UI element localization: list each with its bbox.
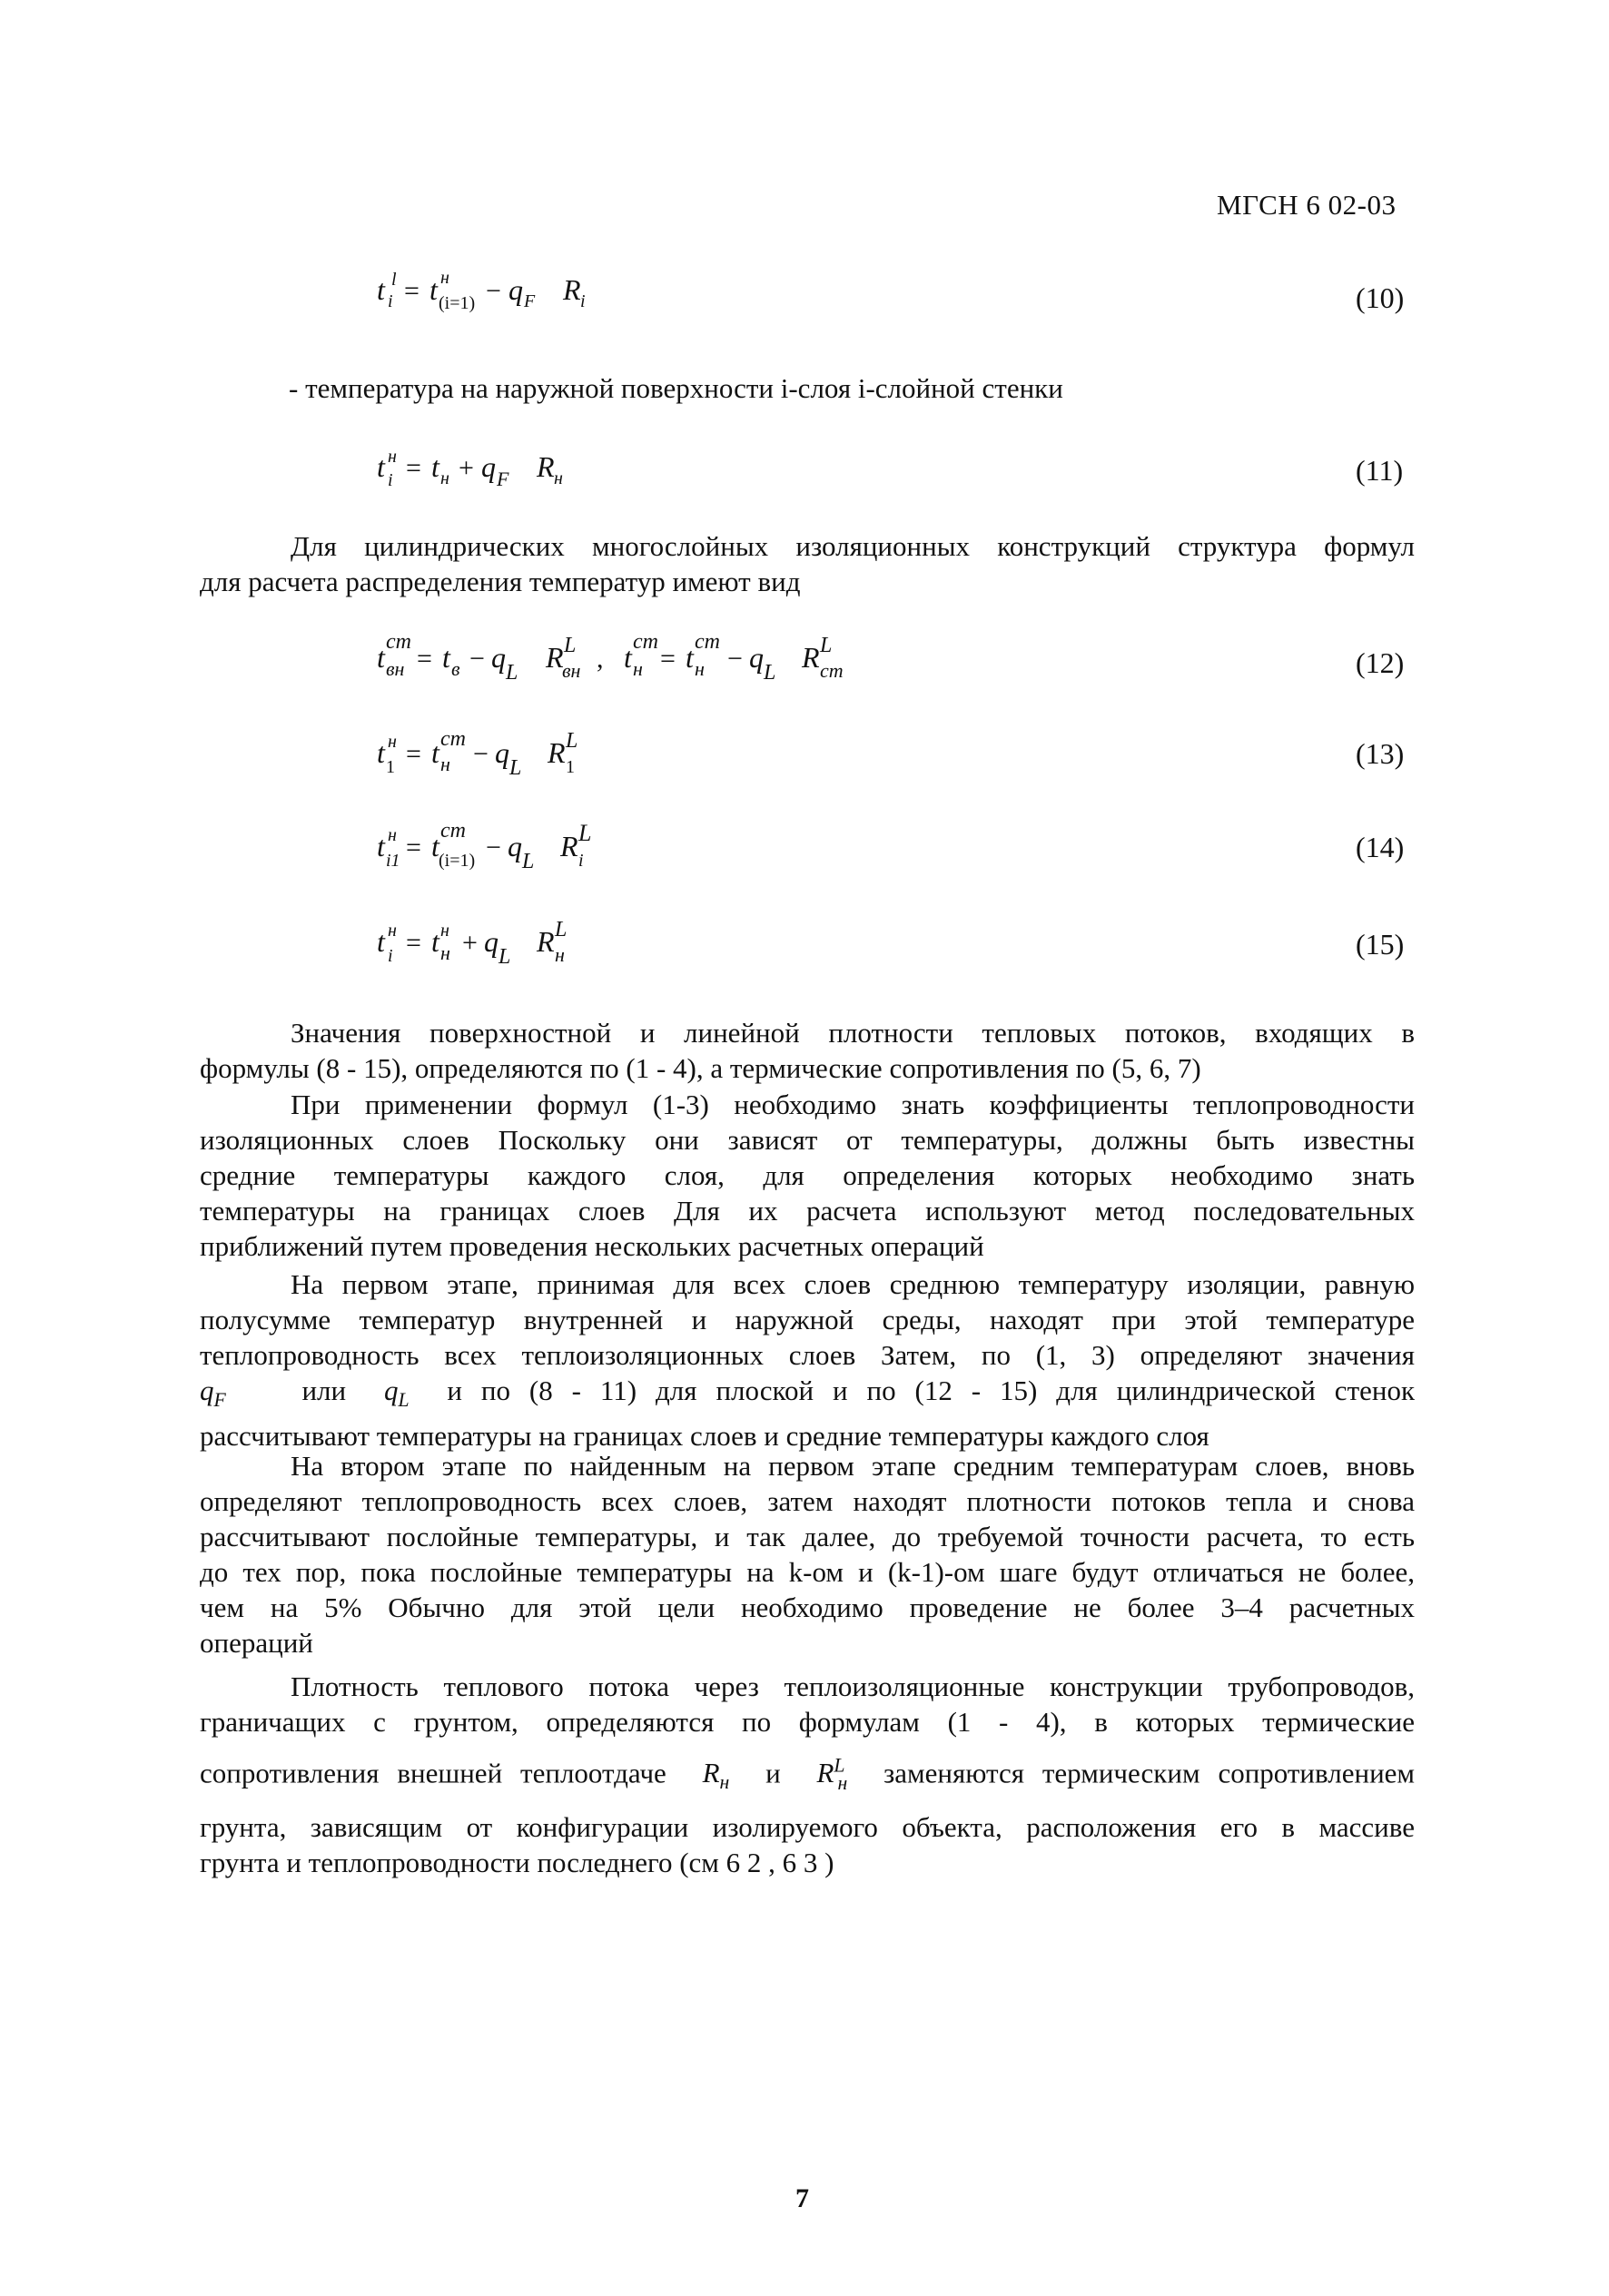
formula-15 <box>368 911 1276 983</box>
svg-text:R: R <box>560 830 578 862</box>
svg-text:−: − <box>469 644 485 674</box>
symbol-q-l: $q_L$ <box>383 1375 410 1412</box>
svg-text:ст: ст <box>440 819 466 843</box>
svg-text:t: t <box>431 925 439 958</box>
svg-text:−: − <box>486 833 501 862</box>
svg-text:L: L <box>820 634 833 657</box>
svg-text:н: н <box>633 657 643 680</box>
svg-text:t: t <box>431 450 439 483</box>
svg-text:ст: ст <box>820 659 844 682</box>
svg-text:н: н <box>555 943 565 966</box>
svg-text:t: t <box>429 273 438 306</box>
svg-text:н: н <box>440 941 450 964</box>
svg-text:−: − <box>486 276 501 306</box>
svg-text:i1: i1 <box>386 851 400 871</box>
equation-number-11: (11) <box>1356 454 1404 487</box>
cylindrical-intro-paragraph: Для цилиндрических многослойных изоляционных конструкций структура формул для расчета распределения температур имеют вид <box>200 530 1415 597</box>
svg-text:−: − <box>727 644 743 674</box>
svg-text:вн: вн <box>562 659 581 682</box>
formula-15-expression <box>368 911 731 983</box>
svg-text:t: t <box>377 641 385 674</box>
formula-10-expression <box>368 263 731 336</box>
svg-text:н: н <box>388 825 397 845</box>
svg-text:вн: вн <box>386 657 405 680</box>
svg-text:t: t <box>377 925 385 958</box>
svg-text:н: н <box>695 657 705 680</box>
svg-text:q: q <box>508 830 522 862</box>
svg-text:н: н <box>440 753 450 775</box>
svg-text:q: q <box>749 641 764 674</box>
equation-number-13: (13) <box>1356 737 1405 770</box>
formula-14 <box>368 815 1276 888</box>
svg-text:ст: ст <box>633 630 658 654</box>
svg-text:i: i <box>388 946 393 966</box>
svg-text:t: t <box>377 736 385 769</box>
ground-resistance-line: сопротивления внешней теплоотдаче $R_н$ и $R^L_н$ заменяются термическим сопротивлением <box>200 1755 1416 1794</box>
svg-text:l: l <box>391 270 397 290</box>
document-code: МГСН 6 02-03 <box>1217 189 1397 221</box>
svg-text:t: t <box>431 830 439 862</box>
svg-text:н: н <box>440 268 449 288</box>
svg-text:R: R <box>537 450 555 483</box>
svg-text:q: q <box>484 925 498 958</box>
page-number: 7 <box>795 2183 809 2213</box>
svg-text:ст: ст <box>695 630 720 654</box>
first-stage-math-line: $q_F$ или $q_L$ и по (8 - 11) для плоской и по (12 - 15) для цилиндрической стенок <box>200 1375 1416 1412</box>
symbol-r-h: $R_н$ <box>702 1757 730 1794</box>
svg-text:L: L <box>764 661 776 685</box>
symbol-q-f: $q_F$ <box>200 1375 226 1412</box>
svg-text:=: = <box>406 833 421 862</box>
svg-text:L: L <box>555 918 568 941</box>
svg-text:t: t <box>686 641 694 674</box>
svg-text:=: = <box>406 928 421 958</box>
svg-text:ст: ст <box>440 727 466 751</box>
symbol-r-h-l: $R^L_н$ <box>816 1755 848 1794</box>
formula-10-description: - температура на наружной поверхности i-слоя i-слойной стенки <box>289 372 1063 404</box>
svg-text:L: L <box>566 729 578 753</box>
svg-text:н: н <box>388 732 397 752</box>
svg-text:=: = <box>406 739 421 769</box>
svg-text:t: t <box>442 641 450 674</box>
svg-text:i: i <box>388 291 393 311</box>
svg-text:н: н <box>440 468 449 488</box>
svg-text:−: − <box>473 739 489 769</box>
svg-text:t: t <box>377 450 385 483</box>
svg-text:i: i <box>388 470 393 490</box>
svg-text:R: R <box>537 925 555 958</box>
svg-text:=: = <box>660 644 676 674</box>
svg-text:t: t <box>377 273 385 306</box>
formula-11 <box>368 440 1276 513</box>
svg-text:1: 1 <box>566 757 575 777</box>
svg-text:н: н <box>388 447 397 467</box>
svg-text:в: в <box>451 657 460 680</box>
formula-10 <box>368 263 1276 336</box>
svg-text:=: = <box>404 276 420 306</box>
svg-text:L: L <box>498 945 511 969</box>
svg-text:i: i <box>580 291 586 311</box>
svg-text:(i=1): (i=1) <box>439 293 476 313</box>
formula-13 <box>368 722 1276 794</box>
formula-13-expression <box>368 722 731 794</box>
equation-number-14: (14) <box>1356 831 1405 863</box>
equation-number-12: (12) <box>1356 646 1405 679</box>
svg-text:н: н <box>440 921 449 941</box>
equation-number-10: (10) <box>1356 281 1405 314</box>
svg-text:i: i <box>578 851 584 871</box>
formula-11-expression <box>368 440 731 513</box>
svg-text:н: н <box>554 468 563 488</box>
svg-text:L: L <box>564 634 577 657</box>
svg-text:t: t <box>624 641 632 674</box>
svg-text:ст: ст <box>386 630 411 654</box>
paragraph-ground-pipes: Плотность теплового потока через теплоизоляционные конструкции трубопроводов, граничащих с грунтом, определяются по формулам (1 - 4), в которых термические сопротивления внешней теплоотдаче $R_н$ и $R^L_н$ заменяются термическим сопротивлением грунта, зависящим от конфигурации изолируемого объекта, расположения его в массиве грунта и теплопроводности последнего (см 6 2 , 6 3 ) <box>200 1670 1416 1878</box>
paragraph-second-stage: На втором этапе по найденным на первом этапе средним температурам слоев, вновь определяют теплопроводность всех слоев, затем находят плотности потоков тепла и снова рассчитывают послойные температуры, и так далее, до требуемой точности расчета, то есть до тех пор, пока послойные температуры на k-ом и (k-1)-ом шаге будут отличаться не более, чем на 5% Обычно для этой цели необходимо проведение не более 3–4 расчетных операций <box>200 1450 1415 1659</box>
svg-text:q: q <box>495 736 509 769</box>
svg-text:н: н <box>388 921 397 941</box>
svg-text:L: L <box>506 661 518 685</box>
svg-text:+: + <box>459 453 474 483</box>
svg-text:(i=1): (i=1) <box>439 851 476 871</box>
svg-text:F: F <box>497 468 509 490</box>
svg-text:q: q <box>491 641 506 674</box>
svg-text:L: L <box>509 756 522 780</box>
svg-text:R: R <box>548 736 566 769</box>
svg-text:q: q <box>508 273 523 306</box>
equation-number-15: (15) <box>1356 928 1405 961</box>
paragraph-flux-values: Значения поверхностной и линейной плотности тепловых потоков, входящих в формулы (8 - 15), определяются по (1 - 4), а термические сопротивления по (5, 6, 7) <box>200 1017 1415 1084</box>
paragraph-first-stage: На первом этапе, принимая для всех слоев среднюю температуру изоляции, равную полусумме температур внутренней и наружной среды, находят при этой температуре теплопроводность всех теплоизоляционных слоев Затем, по (1, 3) определяют значения $q_F$ или $q_L$ и по (8 - 11) для плоской и по (12 - 15) для цилиндрической стенок рассчитывают температуры на границах слоев и средние температуры каждого слоя <box>200 1268 1416 1453</box>
paragraph-conductivity: При применении формул (1-3) необходимо знать коэффициенты теплопроводности изоляционных слоев Поскольку они зависят от температуры, должны быть известны средние температуры каждого слоя, для определения которых необходимо знать температуры на границах слоев Для их расчета используют метод последовательных приближений путем проведения нескольких расчетных операций <box>200 1089 1415 1262</box>
svg-text:,: , <box>597 644 604 674</box>
svg-text:1: 1 <box>386 757 395 777</box>
svg-text:R: R <box>546 641 564 674</box>
svg-text:=: = <box>406 453 421 483</box>
svg-text:L: L <box>522 850 535 873</box>
svg-text:F: F <box>524 291 536 311</box>
svg-text:R: R <box>802 641 820 674</box>
svg-text:q: q <box>481 450 496 483</box>
formula-12 <box>368 626 1276 699</box>
svg-text:R: R <box>563 273 581 306</box>
svg-text:t: t <box>431 736 439 769</box>
formula-14-expression <box>368 815 731 888</box>
svg-text:L: L <box>578 820 592 846</box>
svg-text:=: = <box>417 644 432 674</box>
svg-text:t: t <box>377 830 385 862</box>
svg-text:+: + <box>462 928 478 958</box>
formula-12-expression <box>368 626 1003 699</box>
